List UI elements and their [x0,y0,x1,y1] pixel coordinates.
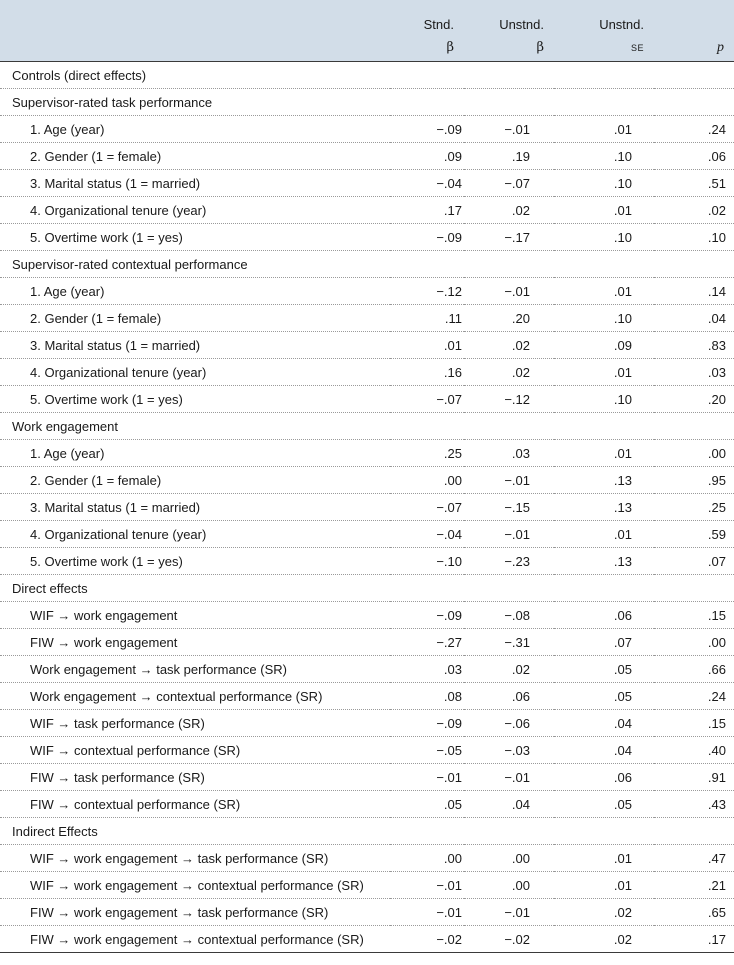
stnd-beta-cell: .17 [390,197,464,224]
row-label: 5. Overtime work (1 = yes) [0,224,390,251]
unstnd-beta-cell: −.31 [464,629,554,656]
unstnd-beta-cell: −.01 [464,116,554,143]
header-p: p [654,34,734,62]
p-value-cell: .21 [654,872,734,899]
table-row [0,548,734,575]
section-title: Supervisor-rated task performance [0,89,734,116]
header-cell [0,34,390,62]
stnd-beta-cell: −.02 [390,926,464,953]
se-cell: .10 [554,224,654,251]
table-row [0,791,734,818]
table-row [0,656,734,683]
section-header-row [0,413,734,440]
row-label: WIF → task performance (SR) [0,710,390,737]
stnd-beta-cell: −.04 [390,170,464,197]
unstnd-beta-cell: .02 [464,359,554,386]
table-row [0,521,734,548]
se-cell: .09 [554,332,654,359]
table-row [0,872,734,899]
table-row [0,845,734,872]
row-label: FIW → task performance (SR) [0,764,390,791]
stnd-beta-cell: −.01 [390,872,464,899]
stnd-beta-cell: −.04 [390,521,464,548]
stnd-beta-cell: −.09 [390,224,464,251]
se-cell: .13 [554,548,654,575]
section-header-row [0,818,734,845]
p-value-cell: .10 [654,224,734,251]
header-se: SE [554,34,654,62]
p-value-cell: .04 [654,305,734,332]
row-label: 3. Marital status (1 = married) [0,494,390,521]
header-beta-stnd: β [390,34,464,62]
table-row [0,602,734,629]
section-header-row [0,251,734,278]
stnd-beta-cell: −.09 [390,710,464,737]
unstnd-beta-cell: .04 [464,791,554,818]
p-value-cell: .91 [654,764,734,791]
p-value-cell: .06 [654,143,734,170]
p-value-cell: .07 [654,548,734,575]
row-label: WIF → work engagement → contextual performance (SR) [0,872,390,899]
row-label: 1. Age (year) [0,116,390,143]
row-label: 2. Gender (1 = female) [0,467,390,494]
stnd-beta-cell: −.01 [390,899,464,926]
p-value-cell: .17 [654,926,734,953]
header-row-2 [0,34,734,62]
unstnd-beta-cell: −.17 [464,224,554,251]
row-label: 4. Organizational tenure (year) [0,359,390,386]
section-header-row [0,89,734,116]
se-cell: .10 [554,305,654,332]
unstnd-beta-cell: .02 [464,197,554,224]
table-header [0,0,734,62]
p-value-cell: .43 [654,791,734,818]
table-body [0,62,734,953]
unstnd-beta-cell: −.06 [464,710,554,737]
unstnd-beta-cell: −.07 [464,170,554,197]
unstnd-beta-cell: .00 [464,872,554,899]
unstnd-beta-cell: −.03 [464,737,554,764]
table-row [0,197,734,224]
table-row [0,710,734,737]
se-cell: .02 [554,926,654,953]
p-value-cell: .40 [654,737,734,764]
stnd-beta-cell: .00 [390,845,464,872]
row-label: FIW → contextual performance (SR) [0,791,390,818]
stnd-beta-cell: −.27 [390,629,464,656]
se-cell: .10 [554,386,654,413]
stnd-beta-cell: .00 [390,467,464,494]
section-title: Controls (direct effects) [0,62,734,89]
row-label: 2. Gender (1 = female) [0,143,390,170]
table-row [0,629,734,656]
table-row [0,116,734,143]
p-value-cell: .25 [654,494,734,521]
header-stnd: Stnd. [390,0,464,34]
stnd-beta-cell: −.10 [390,548,464,575]
row-label: FIW → work engagement → task performance (SR) [0,899,390,926]
row-label: 1. Age (year) [0,278,390,305]
table-row [0,737,734,764]
p-value-cell: .15 [654,710,734,737]
unstnd-beta-cell: −.02 [464,926,554,953]
se-cell: .01 [554,116,654,143]
p-value-cell: .51 [654,170,734,197]
se-cell: .01 [554,521,654,548]
unstnd-beta-cell: .02 [464,332,554,359]
stnd-beta-cell: −.12 [390,278,464,305]
table-row [0,359,734,386]
table-row [0,764,734,791]
row-label: 3. Marital status (1 = married) [0,332,390,359]
stnd-beta-cell: −.01 [390,764,464,791]
section-title: Direct effects [0,575,734,602]
stnd-beta-cell: −.05 [390,737,464,764]
row-label: 5. Overtime work (1 = yes) [0,548,390,575]
unstnd-beta-cell: −.01 [464,899,554,926]
table-row [0,305,734,332]
table-row [0,899,734,926]
row-label: 5. Overtime work (1 = yes) [0,386,390,413]
table-row [0,332,734,359]
se-cell: .01 [554,845,654,872]
row-label: 3. Marital status (1 = married) [0,170,390,197]
section-header-row [0,575,734,602]
stnd-beta-cell: .05 [390,791,464,818]
stnd-beta-cell: .25 [390,440,464,467]
row-label: FIW → work engagement [0,629,390,656]
stnd-beta-cell: −.09 [390,116,464,143]
se-cell: .10 [554,170,654,197]
p-value-cell: .83 [654,332,734,359]
se-cell: .04 [554,737,654,764]
unstnd-beta-cell: .02 [464,656,554,683]
unstnd-beta-cell: −.08 [464,602,554,629]
row-label: FIW → work engagement → contextual performance (SR) [0,926,390,953]
table-row [0,386,734,413]
p-value-cell: .14 [654,278,734,305]
row-label: 1. Age (year) [0,440,390,467]
stnd-beta-cell: .16 [390,359,464,386]
section-title: Work engagement [0,413,734,440]
section-title: Supervisor-rated contextual performance [0,251,734,278]
header-beta-unstnd: β [464,34,554,62]
p-value-cell: .03 [654,359,734,386]
table-row [0,170,734,197]
se-cell: .13 [554,494,654,521]
table-row [0,278,734,305]
p-value-cell: .00 [654,440,734,467]
table-row [0,224,734,251]
unstnd-beta-cell: .06 [464,683,554,710]
unstnd-beta-cell: −.15 [464,494,554,521]
p-value-cell: .24 [654,116,734,143]
stnd-beta-cell: −.07 [390,494,464,521]
row-label: Work engagement → task performance (SR) [0,656,390,683]
se-cell: .01 [554,440,654,467]
se-cell: .05 [554,683,654,710]
p-value-cell: .02 [654,197,734,224]
stnd-beta-cell: .01 [390,332,464,359]
se-cell: .01 [554,197,654,224]
unstnd-beta-cell: .19 [464,143,554,170]
p-value-cell: .59 [654,521,734,548]
se-cell: .01 [554,872,654,899]
row-label: 2. Gender (1 = female) [0,305,390,332]
unstnd-beta-cell: −.01 [464,467,554,494]
stnd-beta-cell: .11 [390,305,464,332]
se-cell: .01 [554,278,654,305]
header-unstnd-se: Unstnd. [554,0,654,34]
unstnd-beta-cell: −.01 [464,278,554,305]
row-label: WIF → work engagement [0,602,390,629]
se-cell: .05 [554,656,654,683]
se-cell: .02 [554,899,654,926]
se-cell: .01 [554,359,654,386]
table-row [0,143,734,170]
p-value-cell: .65 [654,899,734,926]
unstnd-beta-cell: .03 [464,440,554,467]
p-value-cell: .95 [654,467,734,494]
table-row [0,494,734,521]
row-label: WIF → work engagement → task performance (SR) [0,845,390,872]
header-cell [0,0,390,34]
unstnd-beta-cell: −.23 [464,548,554,575]
row-label: Work engagement → contextual performance (SR) [0,683,390,710]
row-label: 4. Organizational tenure (year) [0,197,390,224]
header-unstnd-beta: Unstnd. [464,0,554,34]
header-row-1 [0,0,734,34]
table-row [0,467,734,494]
p-value-cell: .24 [654,683,734,710]
p-value-cell: .15 [654,602,734,629]
se-cell: .07 [554,629,654,656]
unstnd-beta-cell: .00 [464,845,554,872]
stnd-beta-cell: −.09 [390,602,464,629]
unstnd-beta-cell: −.01 [464,521,554,548]
unstnd-beta-cell: −.01 [464,764,554,791]
unstnd-beta-cell: .20 [464,305,554,332]
table-row [0,440,734,467]
se-cell: .13 [554,467,654,494]
p-value-cell: .66 [654,656,734,683]
stnd-beta-cell: .03 [390,656,464,683]
row-label: 4. Organizational tenure (year) [0,521,390,548]
se-cell: .06 [554,602,654,629]
row-label: WIF → contextual performance (SR) [0,737,390,764]
p-value-cell: .20 [654,386,734,413]
section-title: Indirect Effects [0,818,734,845]
stnd-beta-cell: .08 [390,683,464,710]
header-cell [654,0,734,34]
table-row [0,926,734,953]
p-value-cell: .47 [654,845,734,872]
se-cell: .05 [554,791,654,818]
se-cell: .04 [554,710,654,737]
unstnd-beta-cell: −.12 [464,386,554,413]
stnd-beta-cell: .09 [390,143,464,170]
se-cell: .10 [554,143,654,170]
se-cell: .06 [554,764,654,791]
p-value-cell: .00 [654,629,734,656]
table-row [0,683,734,710]
stnd-beta-cell: −.07 [390,386,464,413]
section-header-row [0,62,734,89]
